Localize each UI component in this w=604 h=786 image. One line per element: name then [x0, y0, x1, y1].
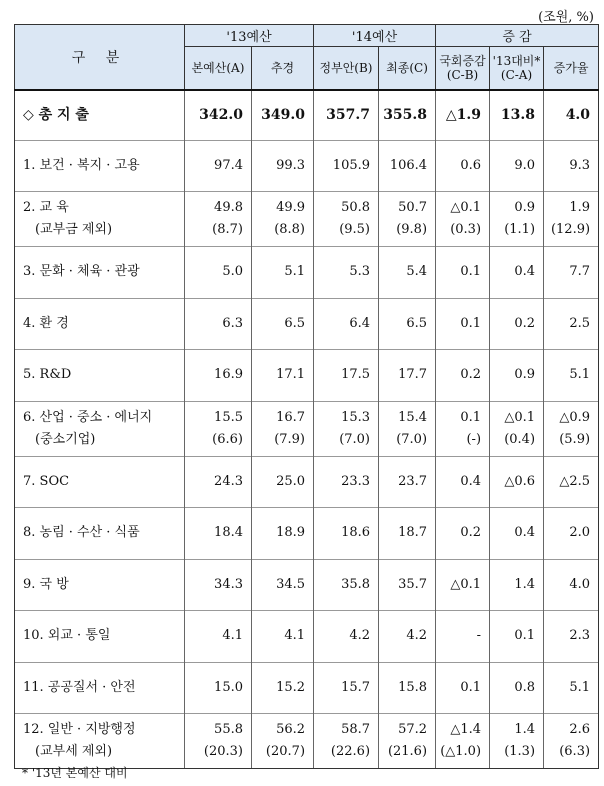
value-cell	[314, 714, 379, 769]
value-cell	[436, 192, 490, 247]
value-cell	[436, 611, 490, 663]
value: △0.1	[504, 409, 536, 425]
value: 5.0	[222, 264, 243, 280]
value: 24.3	[214, 473, 243, 489]
value: 0.2	[514, 315, 536, 331]
column-header-line: 증가율	[553, 61, 589, 75]
value-cell	[252, 298, 314, 350]
column-header-line: 추경	[270, 61, 295, 75]
table-row	[15, 559, 599, 611]
value: 0.1	[460, 315, 482, 331]
value-cell	[436, 401, 490, 456]
value: 6.5	[406, 315, 428, 331]
value: 0.4	[460, 473, 482, 489]
value-cell	[436, 662, 490, 714]
value-cell	[544, 508, 599, 560]
sub-value: (8.8)	[274, 222, 306, 237]
value-cell	[379, 350, 436, 402]
row-label-cell	[15, 611, 185, 663]
value: 7.7	[569, 264, 591, 280]
row-label-cell	[15, 401, 185, 456]
row-sublabel: (교부금 제외)	[35, 222, 113, 237]
row-label-cell	[15, 90, 185, 140]
value-cell	[544, 90, 599, 140]
value: 16.7	[276, 409, 306, 425]
value-cell	[314, 662, 379, 714]
value: 357.7	[326, 107, 371, 124]
value: 2.6	[569, 722, 591, 737]
table-row	[15, 247, 599, 299]
budget-table	[14, 24, 599, 769]
value-cell	[185, 298, 252, 350]
value: 25.0	[276, 473, 306, 489]
value-cell	[252, 508, 314, 560]
table-row	[15, 714, 599, 769]
value: 2.3	[569, 628, 591, 644]
value-cell	[436, 140, 490, 192]
value-cell	[252, 90, 314, 140]
value-cell	[252, 247, 314, 299]
value: 6.3	[222, 315, 243, 331]
sub-value: (9.8)	[396, 222, 428, 237]
value: 17.5	[341, 367, 371, 383]
value: △1.4	[450, 722, 482, 737]
value: 5.4	[406, 264, 428, 280]
column-header-line: 최종(C)	[386, 61, 428, 75]
row-label: 12. 일반 · 지방행정	[23, 722, 136, 737]
row-label: 4. 환 경	[23, 315, 69, 331]
row-label: 11. 공공질서 · 안전	[23, 679, 136, 695]
row-label: 2. 교 육	[23, 200, 69, 215]
row-label: 5. R&D	[23, 367, 72, 383]
column-header	[314, 47, 379, 91]
column-header-subline: (C-A)	[500, 68, 533, 82]
value: 1.4	[514, 722, 536, 737]
value: 4.1	[284, 628, 306, 644]
value-cell	[436, 247, 490, 299]
row-label-cell	[15, 508, 185, 560]
value-cell	[490, 350, 544, 402]
value: 15.0	[214, 679, 243, 695]
row-label-cell	[15, 298, 185, 350]
value-cell	[252, 714, 314, 769]
value-cell	[314, 401, 379, 456]
value-cell	[490, 90, 544, 140]
value-cell	[436, 559, 490, 611]
value-cell	[379, 90, 436, 140]
value-cell	[490, 508, 544, 560]
value-cell	[490, 298, 544, 350]
value: 97.4	[214, 157, 243, 173]
value-cell	[436, 714, 490, 769]
value: 55.8	[214, 722, 243, 737]
sub-value: (7.0)	[396, 431, 428, 447]
value-cell	[490, 247, 544, 299]
value: 15.8	[398, 679, 428, 695]
value-cell	[544, 611, 599, 663]
value: 49.8	[214, 200, 243, 215]
value: 15.4	[398, 409, 428, 425]
value: 34.3	[214, 576, 243, 592]
sub-value: (-)	[466, 431, 482, 447]
value-cell	[314, 140, 379, 192]
value-cell	[379, 662, 436, 714]
value-cell	[490, 611, 544, 663]
row-label-cell	[15, 350, 185, 402]
value: 23.3	[341, 473, 371, 489]
value-cell	[314, 559, 379, 611]
row-label: 8. 농림 · 수산 · 식품	[23, 525, 140, 541]
value: 5.3	[349, 264, 371, 280]
sub-value: (7.9)	[274, 431, 306, 447]
value: △1.9	[445, 107, 482, 124]
value-cell	[544, 714, 599, 769]
value: 15.2	[276, 679, 306, 695]
value: 4.2	[406, 628, 428, 644]
value: 15.3	[341, 409, 371, 425]
value: 18.4	[214, 525, 243, 541]
value-cell	[252, 350, 314, 402]
sub-value: (7.0)	[339, 431, 371, 447]
sub-value: (△1.0)	[440, 744, 482, 759]
row-label: 3. 문화 · 체육 · 관광	[23, 264, 140, 280]
value: △2.5	[559, 473, 591, 489]
value: 23.7	[398, 473, 428, 489]
value-cell	[490, 714, 544, 769]
value-cell	[252, 140, 314, 192]
value-cell	[490, 456, 544, 508]
table-row	[15, 508, 599, 560]
value-cell	[185, 714, 252, 769]
value-cell	[544, 662, 599, 714]
value-cell	[436, 298, 490, 350]
column-header-line: 국회증감	[439, 54, 486, 68]
value: -	[476, 628, 482, 644]
row-label-cell	[15, 192, 185, 247]
value: 5.1	[569, 367, 591, 383]
value-cell	[185, 401, 252, 456]
value: 0.4	[514, 525, 536, 541]
sub-value: (20.3)	[203, 744, 243, 759]
table-body	[15, 90, 599, 769]
value: △0.1	[450, 200, 482, 215]
value-cell	[544, 140, 599, 192]
value-cell	[490, 401, 544, 456]
table-header	[15, 25, 599, 91]
value-cell	[185, 456, 252, 508]
value: 50.8	[341, 200, 371, 215]
sub-value: (8.7)	[212, 222, 243, 237]
value: 15.5	[214, 409, 243, 425]
value: 18.7	[398, 525, 428, 541]
value: 0.1	[514, 628, 536, 644]
row-label-cell	[15, 559, 185, 611]
table-row	[15, 350, 599, 402]
value-cell	[185, 508, 252, 560]
value-cell	[436, 508, 490, 560]
value: 349.0	[261, 107, 306, 124]
header-group-2013: '13예산	[185, 25, 314, 47]
value-cell	[252, 401, 314, 456]
value: 9.0	[514, 157, 536, 173]
value: 35.8	[341, 576, 371, 592]
table-row	[15, 192, 599, 247]
value: 35.7	[398, 576, 428, 592]
value-cell	[436, 456, 490, 508]
value-cell	[185, 140, 252, 192]
value-cell	[379, 298, 436, 350]
sub-value: (9.5)	[339, 222, 371, 237]
sub-value: (12.9)	[550, 222, 591, 237]
value: 0.2	[460, 525, 482, 541]
value-cell	[314, 298, 379, 350]
column-header	[379, 47, 436, 91]
value-cell	[544, 192, 599, 247]
table-row	[15, 456, 599, 508]
value: 2.0	[569, 525, 591, 541]
unit-label: (조원, %)	[538, 10, 594, 25]
value-cell	[185, 611, 252, 663]
header-gubun: 구 분	[15, 25, 185, 91]
value: 0.1	[460, 679, 482, 695]
value-cell	[379, 714, 436, 769]
value: 57.2	[398, 722, 428, 737]
column-header	[185, 47, 252, 91]
value: 105.9	[332, 157, 371, 173]
value: 34.5	[276, 576, 306, 592]
value-cell	[490, 559, 544, 611]
value: 4.2	[349, 628, 371, 644]
sub-value: (20.7)	[265, 744, 306, 759]
value-cell	[379, 401, 436, 456]
value-cell	[185, 559, 252, 611]
header-group-2014: '14예산	[314, 25, 436, 47]
value-cell	[544, 247, 599, 299]
value-cell	[252, 192, 314, 247]
value: 0.6	[460, 157, 482, 173]
sub-value: (21.6)	[387, 744, 428, 759]
value-cell	[490, 192, 544, 247]
sub-value: (5.9)	[559, 431, 591, 447]
value-cell	[252, 456, 314, 508]
table-row	[15, 611, 599, 663]
value: 0.4	[514, 264, 536, 280]
value: 13.8	[500, 107, 536, 124]
value-cell	[544, 298, 599, 350]
row-label-cell	[15, 140, 185, 192]
row-label-cell	[15, 456, 185, 508]
column-header	[252, 47, 314, 91]
row-label: ◇ 총 지 출	[23, 107, 89, 124]
value: 1.9	[569, 200, 591, 215]
value: 0.9	[514, 367, 536, 383]
row-label-cell	[15, 247, 185, 299]
value: 0.1	[460, 409, 482, 425]
value: 5.1	[569, 679, 591, 695]
value: 5.1	[284, 264, 306, 280]
value-cell	[314, 508, 379, 560]
value-cell	[314, 456, 379, 508]
value: 17.7	[398, 367, 428, 383]
value-cell	[379, 611, 436, 663]
value: 106.4	[389, 157, 428, 173]
value: 9.3	[569, 157, 591, 173]
value: △0.6	[504, 473, 536, 489]
value: △0.1	[450, 576, 482, 592]
value: 17.1	[276, 367, 306, 383]
value: 4.1	[222, 628, 243, 644]
value: 4.0	[569, 576, 591, 592]
value-cell	[379, 140, 436, 192]
value-cell	[185, 247, 252, 299]
column-header-line: 정부안(B)	[319, 61, 373, 75]
value-cell	[379, 192, 436, 247]
value-cell	[252, 611, 314, 663]
value-cell	[252, 559, 314, 611]
column-header-subline: (C-B)	[446, 68, 479, 82]
value-cell	[314, 611, 379, 663]
value: 4.0	[565, 107, 591, 124]
value-cell	[185, 662, 252, 714]
column-header-line: '13대비*	[492, 54, 541, 68]
value: △0.9	[559, 409, 591, 425]
value: 16.9	[214, 367, 243, 383]
row-label-cell	[15, 662, 185, 714]
header-group-change: 증 감	[436, 25, 599, 47]
value-cell	[314, 350, 379, 402]
value: 58.7	[341, 722, 371, 737]
value-cell	[490, 140, 544, 192]
column-header	[490, 47, 544, 91]
value-cell	[379, 247, 436, 299]
value-cell	[314, 192, 379, 247]
value: 6.4	[349, 315, 371, 331]
value: 18.6	[341, 525, 371, 541]
table-row	[15, 140, 599, 192]
sub-value: (22.6)	[330, 744, 371, 759]
value: 56.2	[276, 722, 306, 737]
value-cell	[436, 350, 490, 402]
value: 0.2	[460, 367, 482, 383]
value: 6.5	[284, 315, 306, 331]
value-cell	[379, 559, 436, 611]
value: 2.5	[569, 315, 591, 331]
row-label-cell	[15, 714, 185, 769]
column-header	[544, 47, 599, 91]
sub-value: (0.4)	[504, 431, 536, 447]
value-cell	[544, 456, 599, 508]
value-cell	[379, 456, 436, 508]
value-cell	[252, 662, 314, 714]
value-cell	[490, 662, 544, 714]
table-row	[15, 401, 599, 456]
value-cell	[436, 90, 490, 140]
total-row	[15, 90, 599, 140]
row-label: 6. 산업 · 중소 · 에너지	[23, 409, 153, 425]
row-label: 10. 외교 · 통일	[23, 628, 111, 644]
sub-value: (6.6)	[212, 431, 243, 447]
table-row	[15, 298, 599, 350]
value: 15.7	[341, 679, 371, 695]
value: 342.0	[199, 107, 243, 124]
value: 50.7	[398, 200, 428, 215]
footnote: * '13년 본예산 대비	[22, 766, 128, 780]
column-header-line: 본예산(A)	[191, 61, 245, 75]
value-cell	[379, 508, 436, 560]
value-cell	[314, 90, 379, 140]
value: 1.4	[514, 576, 536, 592]
row-sublabel: (교부세 제외)	[35, 744, 113, 759]
value-cell	[544, 350, 599, 402]
sub-value: (1.1)	[504, 222, 536, 237]
row-label: 1. 보건 · 복지 · 고용	[23, 157, 140, 173]
value: 18.9	[276, 525, 306, 541]
column-header	[436, 47, 490, 91]
value-cell	[185, 350, 252, 402]
row-label: 7. SOC	[23, 473, 70, 489]
sub-value: (6.3)	[559, 744, 591, 759]
value-cell	[185, 192, 252, 247]
value-cell	[544, 401, 599, 456]
value: 0.9	[514, 200, 536, 215]
row-label: 9. 국 방	[23, 576, 69, 592]
sub-value: (1.3)	[504, 744, 536, 759]
value-cell	[544, 559, 599, 611]
value: 49.9	[276, 200, 306, 215]
value: 355.8	[383, 107, 428, 124]
table-row	[15, 662, 599, 714]
value-cell	[185, 90, 252, 140]
value: 0.1	[460, 264, 482, 280]
value: 99.3	[276, 157, 306, 173]
value: 0.8	[514, 679, 536, 695]
value-cell	[314, 247, 379, 299]
sub-value: (0.3)	[450, 222, 482, 237]
row-sublabel: (중소기업)	[35, 431, 96, 447]
